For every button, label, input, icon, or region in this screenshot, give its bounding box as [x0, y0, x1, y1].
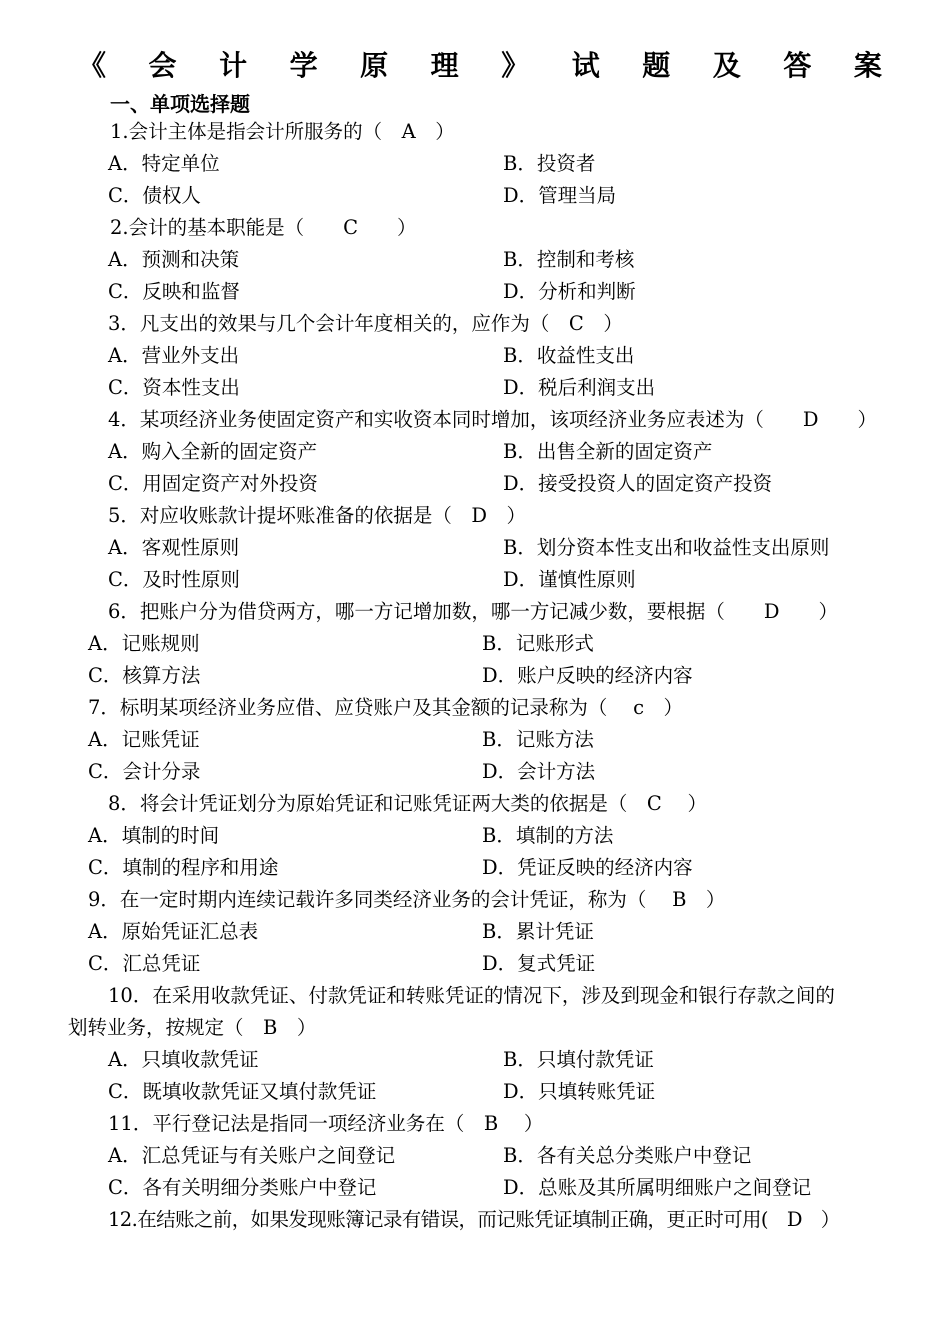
- option-d: D．只填转账凭证: [503, 1080, 656, 1103]
- option-c: C．汇总凭证: [88, 952, 201, 975]
- option-c: C．用固定资产对外投资: [108, 472, 318, 495]
- option-d: D．凭证反映的经济内容: [482, 856, 693, 879]
- option-c: C．会计分录: [88, 760, 201, 783]
- option-a: A．特定单位: [108, 152, 220, 175]
- option-b: B．只填付款凭证: [503, 1048, 654, 1071]
- option-d: D．分析和判断: [503, 280, 636, 303]
- title-char: 答: [783, 49, 812, 82]
- question-stem: 9．在一定时期内连续记载许多同类经济业务的会计凭证，称为（ B ）: [88, 888, 726, 911]
- option-d: D．管理当局: [503, 184, 617, 207]
- option-c: C．资本性支出: [108, 376, 240, 399]
- option-d: D．总账及其所属明细账户之间登记: [503, 1176, 812, 1199]
- option-d: D．复式凭证: [482, 952, 596, 975]
- option-a: A．预测和决策: [108, 248, 240, 271]
- option-c: C．既填收款凭证又填付款凭证: [108, 1080, 377, 1103]
- question-stem: 7．标明某项经济业务应借、应贷账户及其金额的记录称为（ c ）: [88, 696, 684, 719]
- question-stem: 6．把账户分为借贷两方，哪一方记增加数，哪一方记减少数，要根据（ D ）: [108, 600, 839, 623]
- option-c: C．债权人: [108, 184, 201, 207]
- option-a: A．汇总凭证与有关账户之间登记: [108, 1144, 396, 1167]
- option-b: B．累计凭证: [482, 920, 594, 943]
- option-c: C．核算方法: [88, 664, 201, 687]
- title-char: 题: [642, 49, 671, 82]
- option-a: A．购入全新的固定资产: [108, 440, 318, 463]
- option-b: B．出售全新的固定资产: [503, 440, 713, 463]
- option-c: C．各有关明细分类账户中登记: [108, 1176, 377, 1199]
- question-stem: 11．平行登记法是指同一项经济业务在（ B ）: [108, 1112, 544, 1135]
- question-stem: 8．将会计凭证划分为原始凭证和记账凭证两大类的依据是（ C ）: [108, 792, 708, 815]
- question-stem: 4．某项经济业务使固定资产和实收资本同时增加，该项经济业务应表述为（ D ）: [108, 408, 878, 431]
- option-d: D．谨慎性原则: [503, 568, 636, 591]
- option-a: A．营业外支出: [108, 344, 240, 367]
- option-d: D．账户反映的经济内容: [482, 664, 693, 687]
- option-b: B．填制的方法: [482, 824, 614, 847]
- title-char: 及: [712, 49, 741, 82]
- question-stem: 1.会计主体是指会计所服务的（ A ）: [110, 120, 455, 143]
- option-b: B．记账方法: [482, 728, 594, 751]
- option-c: C．填制的程序和用途: [88, 856, 279, 879]
- title-char: 计: [219, 49, 248, 82]
- question-stem: 12.在结账之前，如果发现账簿记录有错误，而记账凭证填制正确，更正时可用( D ）: [108, 1208, 840, 1231]
- title-char: 》: [501, 49, 530, 82]
- title-char: 会: [148, 49, 177, 82]
- option-a: A．填制的时间: [88, 824, 220, 847]
- title-char: 试: [571, 49, 600, 82]
- question-stem-continuation: 划转业务，按规定（ B ）: [68, 1016, 317, 1039]
- question-stem: 3．凡支出的效果与几个会计年度相关的，应作为（ C ）: [108, 312, 623, 335]
- option-b: B．控制和考核: [503, 248, 635, 271]
- title-char: 学: [289, 49, 318, 82]
- option-a: A．记账凭证: [88, 728, 200, 751]
- option-d: D．接受投资人的固定资产投资: [503, 472, 773, 495]
- title-char: 案: [853, 49, 882, 82]
- option-a: A．客观性原则: [108, 536, 240, 559]
- option-b: B．投资者: [503, 152, 596, 175]
- title-char: 《: [78, 49, 107, 82]
- option-c: C．反映和监督: [108, 280, 240, 303]
- title-char: 原: [360, 49, 389, 82]
- option-b: B．各有关总分类账户中登记: [503, 1144, 752, 1167]
- question-stem: 5．对应收账款计提坏账准备的依据是（ D ）: [108, 504, 527, 527]
- option-a: A．记账规则: [88, 632, 200, 655]
- option-b: B．划分资本性支出和收益性支出原则: [503, 536, 830, 559]
- option-d: D．会计方法: [482, 760, 596, 783]
- question-stem: 10．在采用收款凭证、付款凭证和转账凭证的情况下，涉及到现金和银行存款之间的: [108, 984, 835, 1007]
- document-title: [78, 44, 882, 84]
- option-d: D．税后利润支出: [503, 376, 656, 399]
- option-c: C．及时性原则: [108, 568, 240, 591]
- question-stem: 2.会计的基本职能是（ C ）: [110, 216, 417, 239]
- title-char: 理: [430, 49, 459, 82]
- section-heading: 一、单项选择题: [110, 92, 250, 116]
- option-a: A．只填收款凭证: [108, 1048, 259, 1071]
- option-b: B．收益性支出: [503, 344, 635, 367]
- option-a: A．原始凭证汇总表: [88, 920, 259, 943]
- option-b: B．记账形式: [482, 632, 594, 655]
